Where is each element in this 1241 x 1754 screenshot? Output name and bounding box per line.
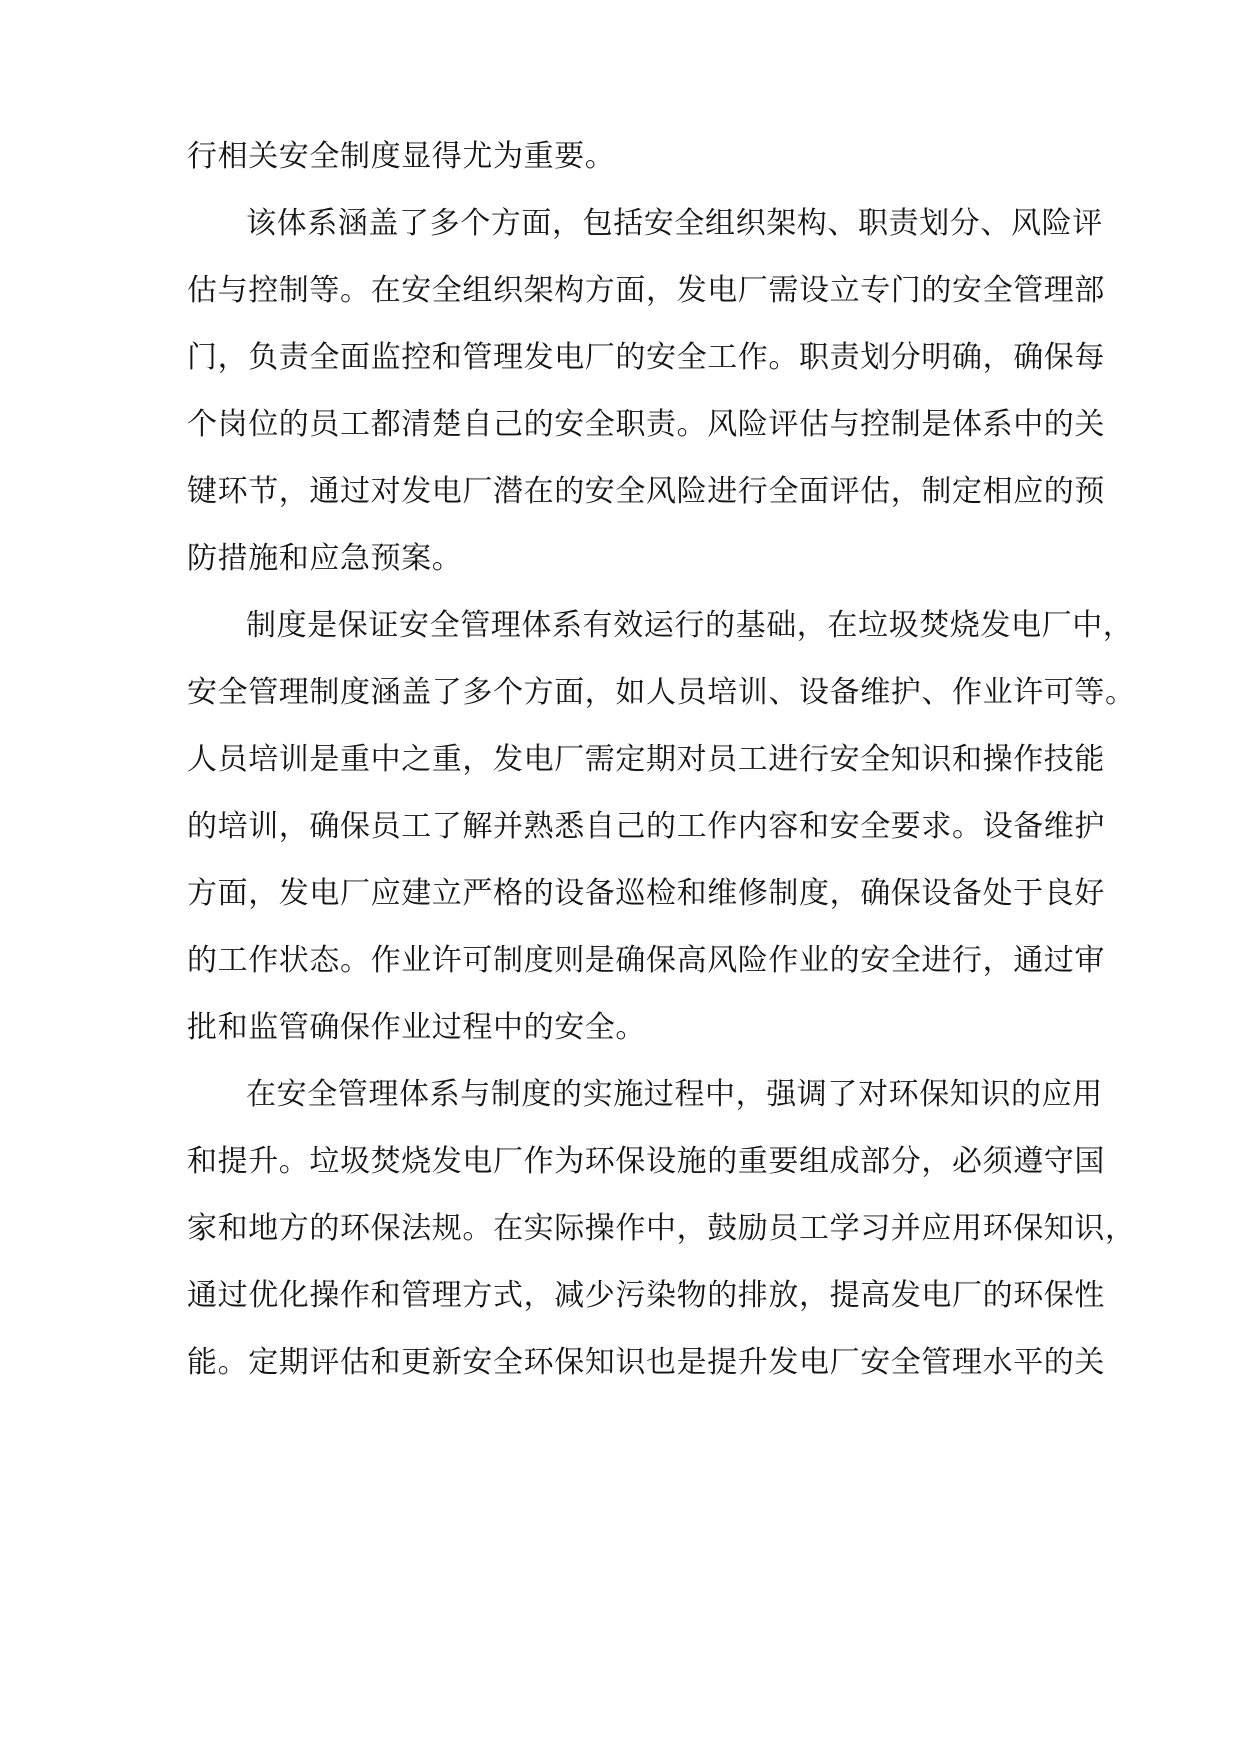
text-line: 防措施和应急预案。	[187, 541, 463, 576]
text-line: 安全管理制度涵盖了多个方面，如人员培训、设备维护、作业许可等。	[187, 675, 1136, 710]
text-line: 和提升。垃圾焚烧发电厂作为环保设施的重要组成部分，必须遵守国	[187, 1144, 1105, 1179]
text-line: 人员培训是重中之重，发电厂需定期对员工进行安全知识和操作技能	[187, 742, 1105, 777]
text-line: 通过优化操作和管理方式，减少污染物的排放，提高发电厂的环保性	[187, 1278, 1105, 1313]
text-line: 键环节，通过对发电厂潜在的安全风险进行全面评估，制定相应的预	[187, 474, 1105, 509]
text-line: 能。定期评估和更新安全环保知识也是提升发电厂安全管理水平的关	[187, 1345, 1105, 1380]
text-line: 家和地方的环保法规。在实际操作中，鼓励员工学习并应用环保知识，	[187, 1211, 1136, 1246]
paragraph-first-line: 该体系涵盖了多个方面，包括安全组织架构、职责划分、风险评	[246, 206, 1103, 241]
text-line: 方面，发电厂应建立严格的设备巡检和维修制度，确保设备处于良好	[187, 876, 1105, 911]
text-line: 个岗位的员工都清楚自己的安全职责。风险评估与控制是体系中的关	[187, 407, 1105, 442]
text-line: 行相关安全制度显得尤为重要。	[187, 139, 616, 174]
paragraph-first-line: 制度是保证安全管理体系有效运行的基础，在垃圾焚烧发电厂中，	[246, 608, 1134, 643]
text-line: 估与控制等。在安全组织架构方面，发电厂需设立专门的安全管理部	[187, 273, 1105, 308]
text-line: 门，负责全面监控和管理发电厂的安全工作。职责划分明确，确保每	[187, 340, 1105, 375]
text-line: 批和监管确保作业过程中的安全。	[187, 1010, 646, 1045]
paragraph-first-line: 在安全管理体系与制度的实施过程中，强调了对环保知识的应用	[246, 1077, 1103, 1112]
text-line: 的工作状态。作业许可制度则是确保高风险作业的安全进行，通过审	[187, 943, 1105, 978]
text-line: 的培训，确保员工了解并熟悉自己的工作内容和安全要求。设备维护	[187, 809, 1105, 844]
